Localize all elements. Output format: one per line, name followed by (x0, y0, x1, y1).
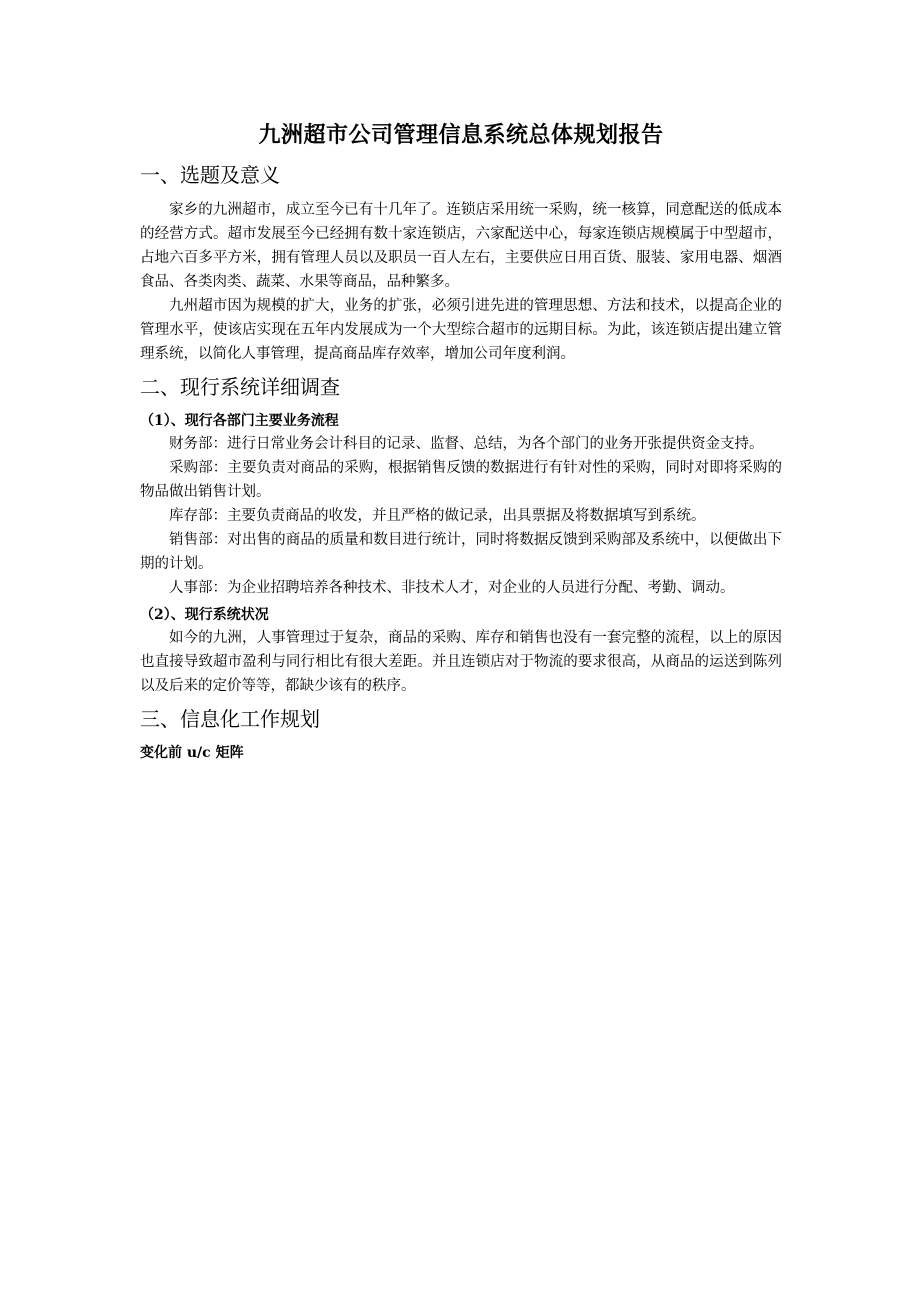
section-heading-2: 二、现行系统详细调查 (140, 375, 340, 399)
section-heading-1: 一、选题及意义 (140, 163, 280, 187)
document-title: 九洲超市公司管理信息系统总体规划报告 (258, 122, 664, 148)
subsection-heading-2: （2）、现行系统状况 (140, 607, 269, 623)
paragraph: 家乡的九洲超市，成立至今已有十几年了。连锁店采用统一采购，统一核算，同意配送的低成本的经营方式。超市发展至今已经拥有数十家连锁店，六家配送中心，每家连锁店规模属于中型超市，占地六百多平方米，拥有管理人员以及职员一百人左右，主要供应日用百货、服装、家用电器、烟酒食品、各类肉类、蔬菜、水果等商品，品种繁多。 (140, 202, 782, 290)
paragraph-purchasing: 采购部：主要负责对商品的采购，根据销售反馈的数据进行有针对性的采购，同时对即将采购的物品做出销售计划。 (140, 460, 782, 500)
paragraph-status: 如今的九洲，人事管理过于复杂，商品的采购、库存和销售也没有一套完整的流程，以上的原因也直接导致超市盈利与同行相比有很大差距。并且连锁店对于物流的要求很高，从商品的运送到陈列以及后来的定价等等，都缺少该有的秩序。 (140, 630, 782, 694)
paragraph-finance: 财务部：进行日常业务会计科目的记录、监督、总结，为各个部门的业务开张提供资金支持。 (169, 436, 764, 452)
uc-matrix-label: 变化前 u/c 矩阵 (140, 745, 244, 761)
section-heading-3: 三、信息化工作规划 (140, 707, 320, 731)
paragraph: 九州超市因为规模的扩大，业务的扩张，必须引进先进的管理思想、方法和技术，以提高企业的管理水平，使该店实现在五年内发展成为一个大型综合超市的远期目标。为此，该连锁店提出建立管理系统，以简化人事管理，提高商品库存效率，增加公司年度利润。 (140, 298, 782, 362)
subsection-heading-1: （1）、现行各部门主要业务流程 (140, 413, 339, 429)
paragraph-inventory: 库存部：主要负责商品的收发，并且严格的做记录，出具票据及将数据填写到系统。 (169, 508, 706, 524)
document-page (140, 118, 782, 764)
paragraph-hr: 人事部：为企业招聘培养各种技术、非技术人才，对企业的人员进行分配、考勤、调动。 (169, 580, 735, 596)
paragraph-sales: 销售部：对出售的商品的质量和数目进行统计，同时将数据反馈到采购部及系统中，以便做出下期的计划。 (140, 532, 782, 572)
